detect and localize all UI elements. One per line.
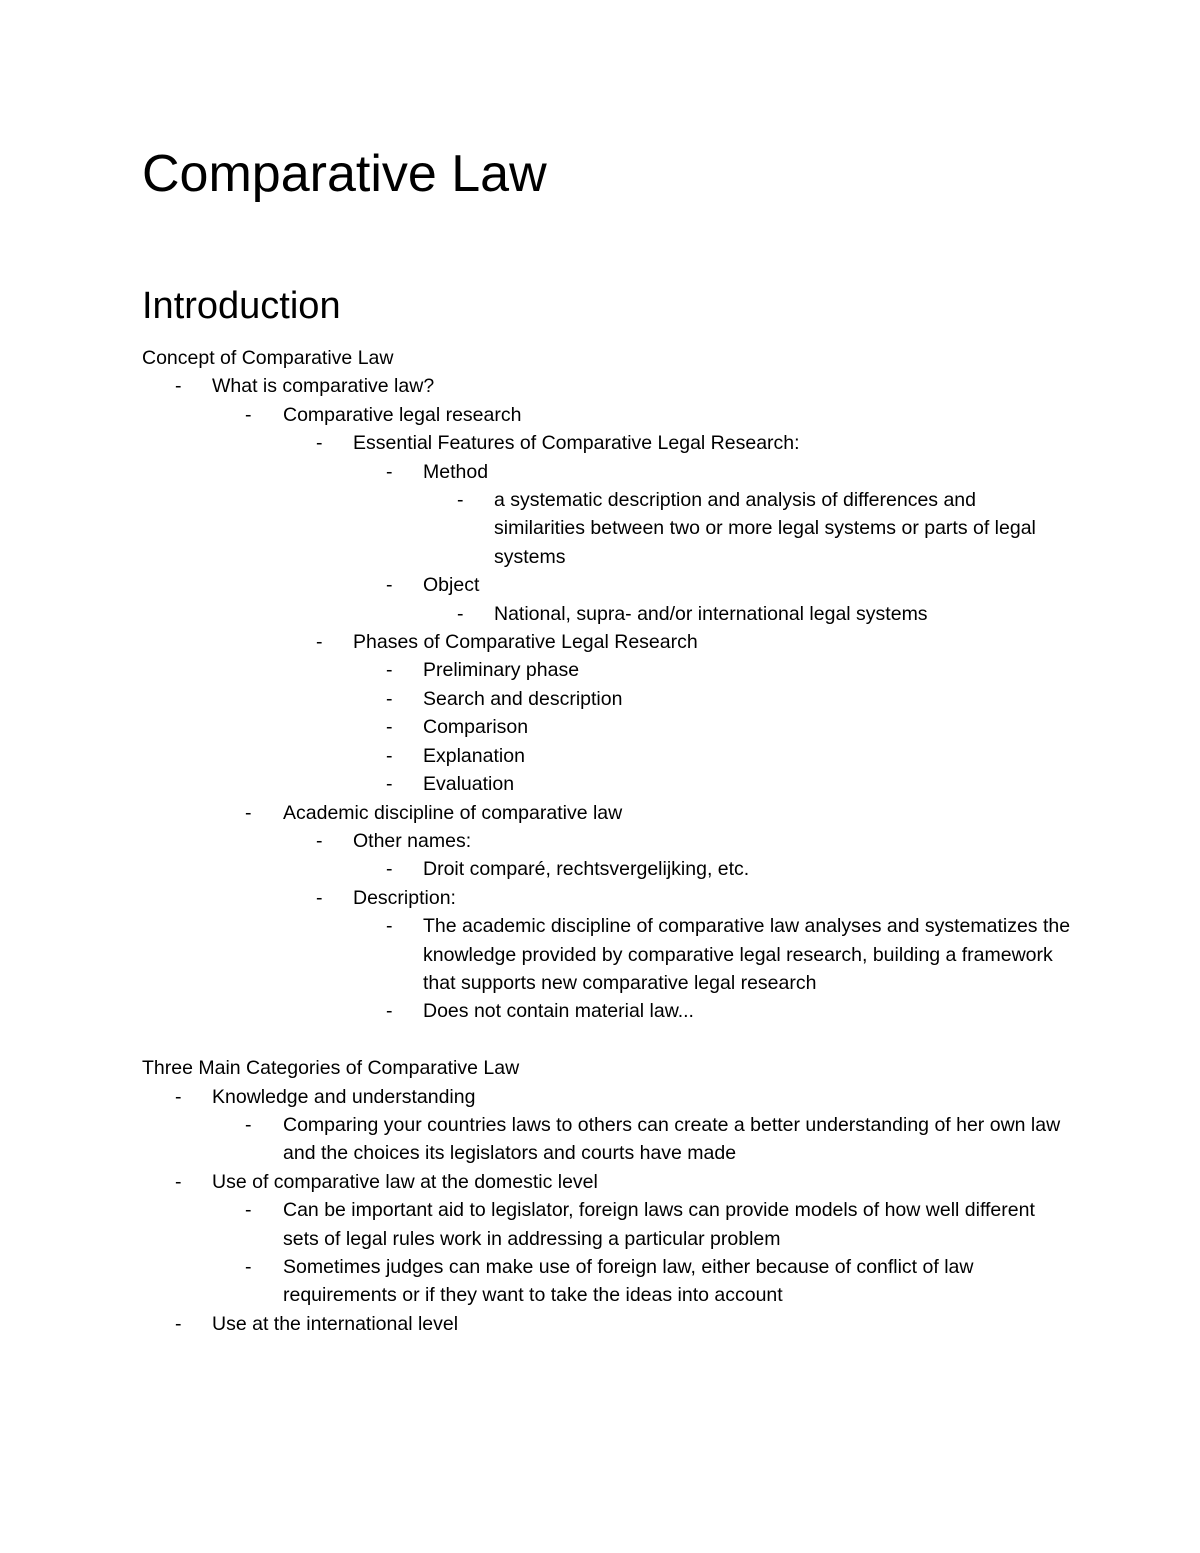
- list-item: [142, 884, 1072, 912]
- bullet-dash: -: [175, 1170, 182, 1193]
- list-item-text: Comparing your countries laws to others can create a better understanding of her own law and the choices its legislators and courts have made: [283, 1113, 1061, 1165]
- list-item-text: Use of comparative law at the domestic level: [212, 1170, 598, 1193]
- list-item-text: Comparison: [423, 716, 529, 739]
- list-item: [142, 770, 1072, 798]
- list-item-text: Other names:: [353, 829, 472, 852]
- bullet-dash: -: [457, 489, 464, 512]
- bullet-dash: -: [457, 602, 464, 625]
- bullet-dash: -: [245, 801, 252, 824]
- bullet-dash: -: [386, 773, 393, 796]
- bullet-dash: -: [316, 432, 323, 455]
- list-item-text: Explanation: [423, 744, 525, 767]
- bullet-dash: -: [245, 403, 252, 426]
- list-item-text: Does not contain material law...: [423, 1000, 694, 1023]
- list-item: [142, 600, 1072, 628]
- list-item: [142, 401, 1072, 429]
- list-item-text: National, supra- and/or international legal systems: [494, 602, 928, 625]
- bullet-dash: -: [386, 460, 393, 483]
- list-item: [142, 685, 1072, 713]
- list-item: [142, 571, 1072, 599]
- list-item-text: What is comparative law?: [212, 375, 435, 398]
- list-item-text: Preliminary phase: [423, 659, 580, 682]
- list-item: [142, 1168, 1072, 1196]
- list-item: [142, 713, 1072, 741]
- list-item-text: Sometimes judges can make use of foreign law, either because of conflict of law requirements or if they want to take the ideas into account: [283, 1255, 974, 1307]
- list-item: [142, 742, 1072, 770]
- subsection-label: Concept of Comparative Law: [142, 347, 394, 369]
- list-item-text: Academic discipline of comparative law: [283, 801, 623, 824]
- blank-line: [142, 1026, 1072, 1054]
- document-title: Comparative Law: [142, 145, 547, 203]
- bullet-dash: -: [386, 915, 393, 938]
- list-item: [142, 1253, 1072, 1310]
- list-item: [142, 1083, 1072, 1111]
- bullet-dash: -: [316, 631, 323, 654]
- list-item-text: Use at the international level: [212, 1312, 459, 1335]
- bullet-dash: -: [175, 1312, 182, 1335]
- list-item-text: Method: [423, 460, 489, 483]
- list-item: [142, 656, 1072, 684]
- list-item-text: Knowledge and understanding: [212, 1085, 476, 1108]
- list-item: [142, 912, 1072, 997]
- section-heading: Introduction: [142, 285, 341, 327]
- bullet-dash: -: [245, 1255, 252, 1278]
- bullet-dash: -: [386, 744, 393, 767]
- subsection-label: Three Main Categories of Comparative Law: [142, 1057, 520, 1080]
- bullet-dash: -: [386, 1000, 393, 1023]
- list-item: [142, 827, 1072, 855]
- list-item: [142, 855, 1072, 883]
- list-item: [142, 799, 1072, 827]
- bullet-dash: -: [316, 829, 323, 852]
- bullet-dash: -: [245, 1113, 252, 1136]
- bullet-dash: -: [245, 1199, 252, 1222]
- bullet-dash: -: [175, 1085, 182, 1108]
- list-item: [142, 429, 1072, 457]
- list-item: [142, 458, 1072, 486]
- list-item: [142, 628, 1072, 656]
- bullet-dash: -: [316, 886, 323, 909]
- list-item-text: Phases of Comparative Legal Research: [353, 631, 698, 654]
- list-item-text: Droit comparé, rechtsvergelijking, etc.: [423, 858, 750, 881]
- list-item: [142, 1196, 1072, 1253]
- bullet-dash: -: [386, 574, 393, 597]
- list-item-text: Search and description: [423, 687, 623, 710]
- list-item-text: Evaluation: [423, 773, 515, 796]
- bullet-dash: -: [386, 716, 393, 739]
- bullet-dash: -: [175, 375, 182, 398]
- list-item-text: Essential Features of Comparative Legal Research:: [353, 432, 800, 455]
- list-item: [142, 997, 1072, 1025]
- bullet-dash: -: [386, 659, 393, 682]
- list-item-text: Comparative legal research: [283, 403, 522, 426]
- list-item-text: Description:: [353, 886, 456, 909]
- list-item-text: Can be important aid to legislator, foreign laws can provide models of how well different sets of legal rules work in addressing a particular problem: [283, 1199, 1035, 1250]
- list-item-text: a systematic description and analysis of differences and similarities between two or more legal systems or parts of legal systems: [494, 489, 1036, 568]
- document-body: [142, 344, 1072, 1338]
- bullet-dash: -: [386, 687, 393, 710]
- bullet-dash: -: [386, 858, 393, 881]
- list-item: [142, 486, 1072, 571]
- list-item-text: The academic discipline of comparative law analyses and systematizes the knowledge provided by comparative legal research, building a framework that supports new comparative legal research: [423, 915, 1071, 994]
- list-item-text: Object: [423, 574, 480, 597]
- list-item: [142, 372, 1072, 400]
- list-item: [142, 1310, 1072, 1338]
- list-item: [142, 1111, 1072, 1168]
